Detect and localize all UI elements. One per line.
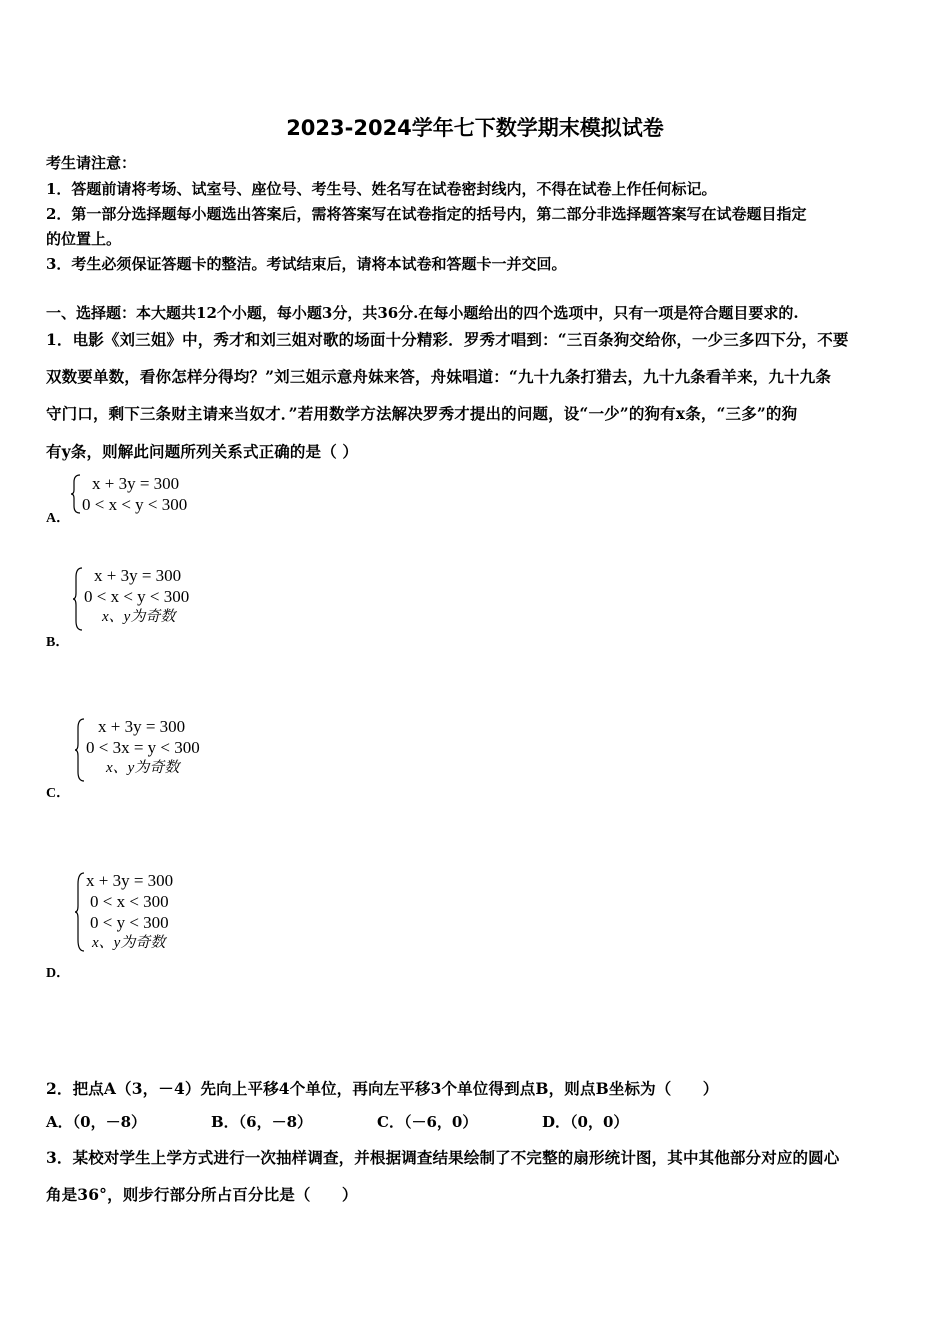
q2-text: 2．把点A（3，－4）先向上平移4个单位，再向左平移3个单位得到点B，则点B坐标为（ ）: [46, 1079, 719, 1098]
option-a-eq-2: 0 < x < y < 300: [82, 495, 188, 514]
notice-item-2: 2．第一部分选择题每小题选出答案后，需将答案写在试卷指定的括号内，第二部分非选择题答案写在试卷题目指定: [46, 205, 807, 223]
option-d-eq-4: x、y为奇数: [92, 935, 166, 951]
option-d-label: D．: [46, 966, 71, 981]
option-a-brace: [70, 474, 82, 514]
option-c-eq-2: 0 < 3x = y < 300: [86, 738, 200, 757]
q1-text-line-2: 双数要单数，看你怎样分得均？”刘三姐示意舟妹来答，舟妹唱道：“九十九条打猎去，九十九条看羊来，九十九条: [46, 367, 831, 386]
q2-option-c: C．（－6，0）: [377, 1113, 478, 1131]
q3-text-line-1: 3．某校对学生上学方式进行一次抽样调查，并根据调查结果绘制了不完整的扇形统计图，其中其他部分对应的圆心: [46, 1148, 840, 1167]
q2-option-d: D．（0，0）: [542, 1113, 629, 1131]
option-b-brace: [72, 567, 84, 631]
option-c-eq-3: x、y为奇数: [106, 760, 180, 776]
option-b-label: B．: [46, 635, 70, 650]
option-b-system: [84, 565, 189, 628]
option-b-eq-2: 0 < x < y < 300: [84, 587, 190, 606]
notice-item-2-cont: 的位置上。: [46, 230, 122, 248]
notice-heading: 考生请注意：: [46, 154, 137, 172]
option-d-eq-2: 0 < x < 300: [90, 892, 169, 911]
option-d-eq-1: x + 3y = 300: [86, 871, 174, 890]
option-a-eq-1: x + 3y = 300: [92, 474, 180, 493]
option-d-system: [86, 870, 173, 954]
q1-text-line-4: 有y条，则解此问题所列关系式正确的是（ ）: [46, 442, 359, 461]
q1-text-line-3: 守门口，剩下三条财主请来当奴才．”若用数学方法解决罗秀才提出的问题，设“一少”的狗有x条，“三多”的狗: [46, 404, 798, 423]
option-c-system: [86, 716, 200, 779]
option-c-brace: [74, 718, 86, 782]
notice-item-1: 1．答题前请将考场、试室号、座位号、考生号、姓名写在试卷密封线内，不得在试卷上作任何标记。: [46, 180, 717, 198]
option-a-label: A．: [46, 511, 71, 526]
q2-option-b: B．（6，－8）: [211, 1113, 313, 1131]
option-d-brace: [74, 872, 86, 952]
option-d-eq-3: 0 < y < 300: [90, 913, 169, 932]
q1-text-line-1: 1．电影《刘三姐》中，秀才和刘三姐对歌的场面十分精彩．罗秀才唱到：“三百条狗交给你，一少三多四下分，不要: [46, 330, 849, 349]
option-b-eq-1: x + 3y = 300: [94, 566, 182, 585]
option-c-label: C．: [46, 786, 71, 801]
section-heading: 一、选择题：本大题共12个小题，每小题3分，共36分.在每小题给出的四个选项中，只有一项是符合题目要求的.: [46, 304, 799, 322]
q2-option-a: A．（0，－8）: [46, 1113, 147, 1131]
option-c-eq-1: x + 3y = 300: [98, 717, 186, 736]
option-a-system: [82, 473, 187, 515]
notice-item-3: 3．考生必须保证答题卡的整洁。考试结束后，请将本试卷和答题卡一并交回。: [46, 255, 567, 273]
q3-text-line-2: 角是36°，则步行部分所占百分比是（ ）: [46, 1185, 358, 1204]
option-b-eq-3: x、y为奇数: [102, 609, 176, 625]
page-title: 2023-2024学年七下数学期末模拟试卷: [286, 116, 664, 140]
